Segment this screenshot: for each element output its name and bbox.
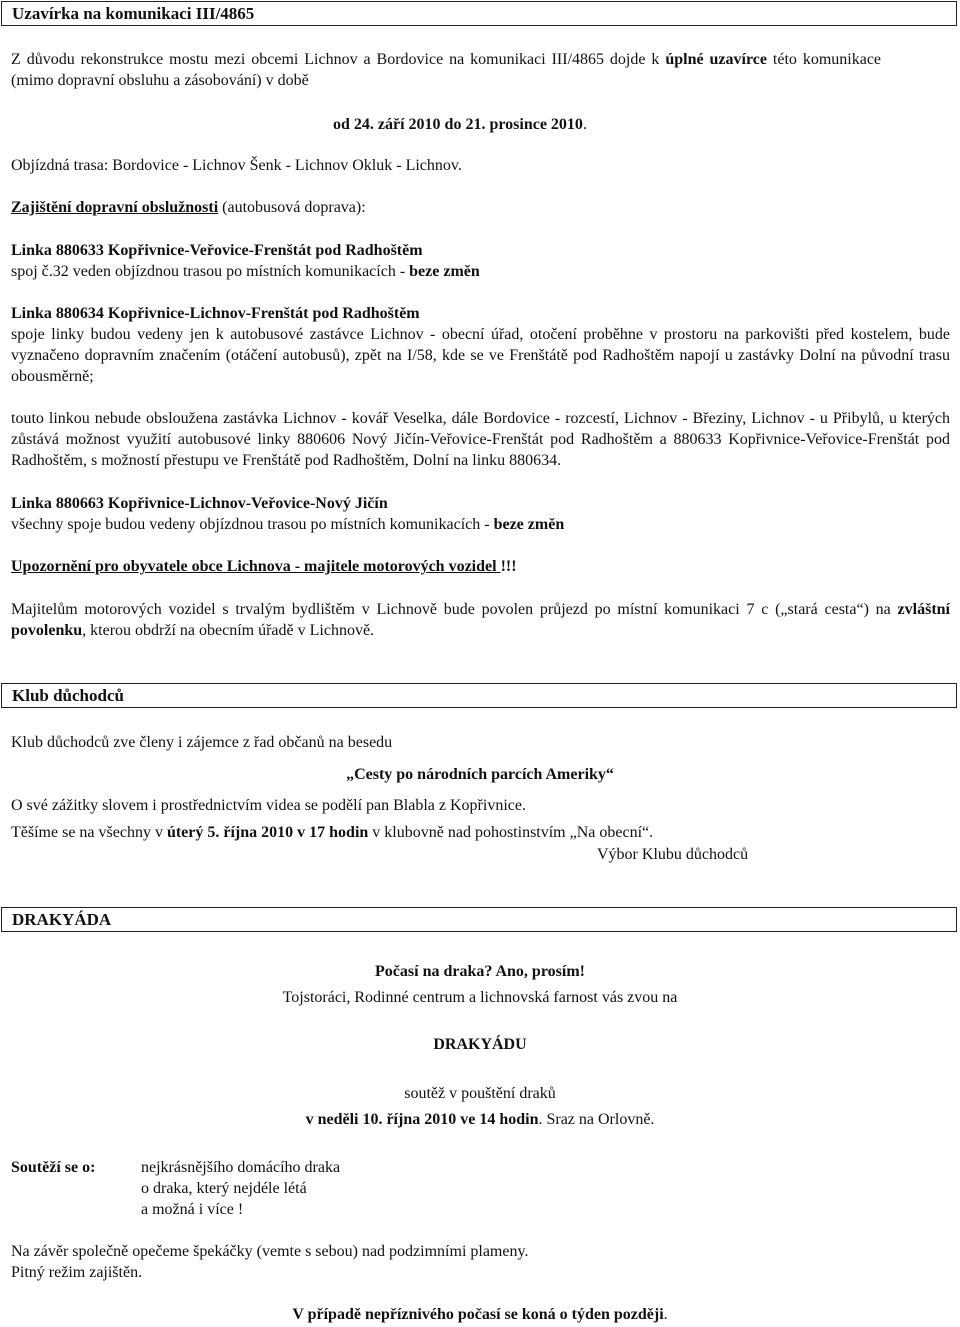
section-heading-club: Klub důchodců — [1, 683, 957, 708]
bus-line-880634-title: Linka 880634 Kopřivnice-Lichnov-Frenštát pod Radhoštěm — [11, 305, 420, 322]
bus-line-880634-note: touto linkou nebude obsloužena zastávka Lichnov - kovář Veselka, dále Bordovice - rozcestí, Lichnov - Březiny, Lichnov - u Přibylů, u kterých zůstává možnost využití autobusové linky 880606 Nový Jičín-Veřovice-Frenštát pod Radhoštěm a 880633 Kopřivnice-Veřovice-Frenštát pod Radhoštěm, s možností přestupu ve Frenštátě pod Radhoštěm, Dolní na linku 880634. — [11, 410, 950, 469]
compete-item: nejkrásnějšího domácího draka — [141, 1159, 341, 1176]
kite-subtitle: soutěž v pouštění draků — [404, 1085, 556, 1102]
owners-permit: Majitelům motorových vozidel s trvalým bydlištěm v Lichnově bude povolen průjezd po místní komunikaci 7 c („stará cesta“) na zvláštní povolenku, kterou obdrží na obecním úřadě v Lichnově. — [11, 601, 950, 639]
bad-weather-note: V případě nepříznivého počasí se koná o týden později. — [292, 1306, 668, 1323]
bus-line-880663-text: všechny spoje budou vedeny objízdnou trasou po místních komunikacích - beze změn — [11, 516, 565, 533]
detour-route: Objízdná trasa: Bordovice - Lichnov Šenk - Lichnov Okluk - Lichnov. — [11, 157, 462, 174]
kite-title: DRAKYÁDU — [433, 1036, 527, 1053]
compete-label: Soutěží se o: — [11, 1159, 96, 1176]
bus-line-880634-text: spoje linky budou vedeny jen k autobusové zastávce Lichnov - obecní úřad, otočení proběhne v prostoru na parkovišti před kostelem, bude vyznačeno dopravním značením (otáčení autobusů), zpět na I/58, kde se ve Frenštátě pod Radhoštěm napojí u zastávky Dolní na původní trasu obousměrně; — [11, 326, 950, 385]
closing-line-2: Pitný režim zajištěn. — [11, 1264, 143, 1281]
club-signature: Výbor Klubu důchodců — [597, 846, 749, 863]
section-heading-closure: Uzavírka na komunikaci III/4865 — [1, 1, 957, 26]
compete-item: a možná i více ! — [141, 1201, 244, 1218]
closure-period: od 24. září 2010 do 21. prosince 2010. — [333, 116, 587, 133]
transport-service: Zajištění dopravní obslužnosti (autobusová doprava): — [11, 199, 366, 216]
kite-weather: Počasí na draka? Ano, prosím! — [375, 963, 585, 980]
closing-line-1: Na závěr společně opečeme špekáčky (vemte s sebou) nad podzimními plameny. — [11, 1243, 529, 1260]
compete-item: o draka, který nejdéle létá — [141, 1180, 307, 1197]
bus-line-880633-text: spoj č.32 veden objízdnou trasou po místních komunikacích - beze změn — [11, 263, 480, 280]
section-heading-kites: DRAKYÁDA — [1, 907, 957, 932]
club-invite: Klub důchodců zve členy i zájemce z řad občanů na besedu — [11, 734, 393, 751]
bus-line-880663-title: Linka 880663 Kopřivnice-Lichnov-Veřovice-Nový Jičín — [11, 495, 388, 512]
kite-invite: Tojstoráci, Rodinné centrum a lichnovská farnost vás zvou na — [282, 989, 678, 1006]
closure-intro: Z důvodu rekonstrukce mostu mezi obcemi Lichnov a Bordovice na komunikaci III/4865 dojde k úplné uzavírce této komunikace (mimo dopravní obsluhu a zásobování) v době — [11, 51, 882, 89]
kite-date: v neděli 10. října 2010 ve 14 hodin. Sraz na Orlovně. — [305, 1111, 655, 1128]
club-talk-title: „Cesty po národních parcích Ameriky“ — [346, 766, 614, 783]
club-date: Těšíme se na všechny v úterý 5. října 2010 v 17 hodin v klubovně nad pohostinstvím „Na obecní“. — [11, 824, 654, 841]
bus-line-880633-title: Linka 880633 Kopřivnice-Veřovice-Frenštát pod Radhoštěm — [11, 242, 423, 259]
owners-warning: Upozornění pro obyvatele obce Lichnova - majitele motorových vozidel !!! — [11, 558, 517, 575]
club-talk-text: O své zážitky slovem i prostřednictvím videa se podělí pan Blabla z Kopřivnice. — [11, 797, 526, 814]
